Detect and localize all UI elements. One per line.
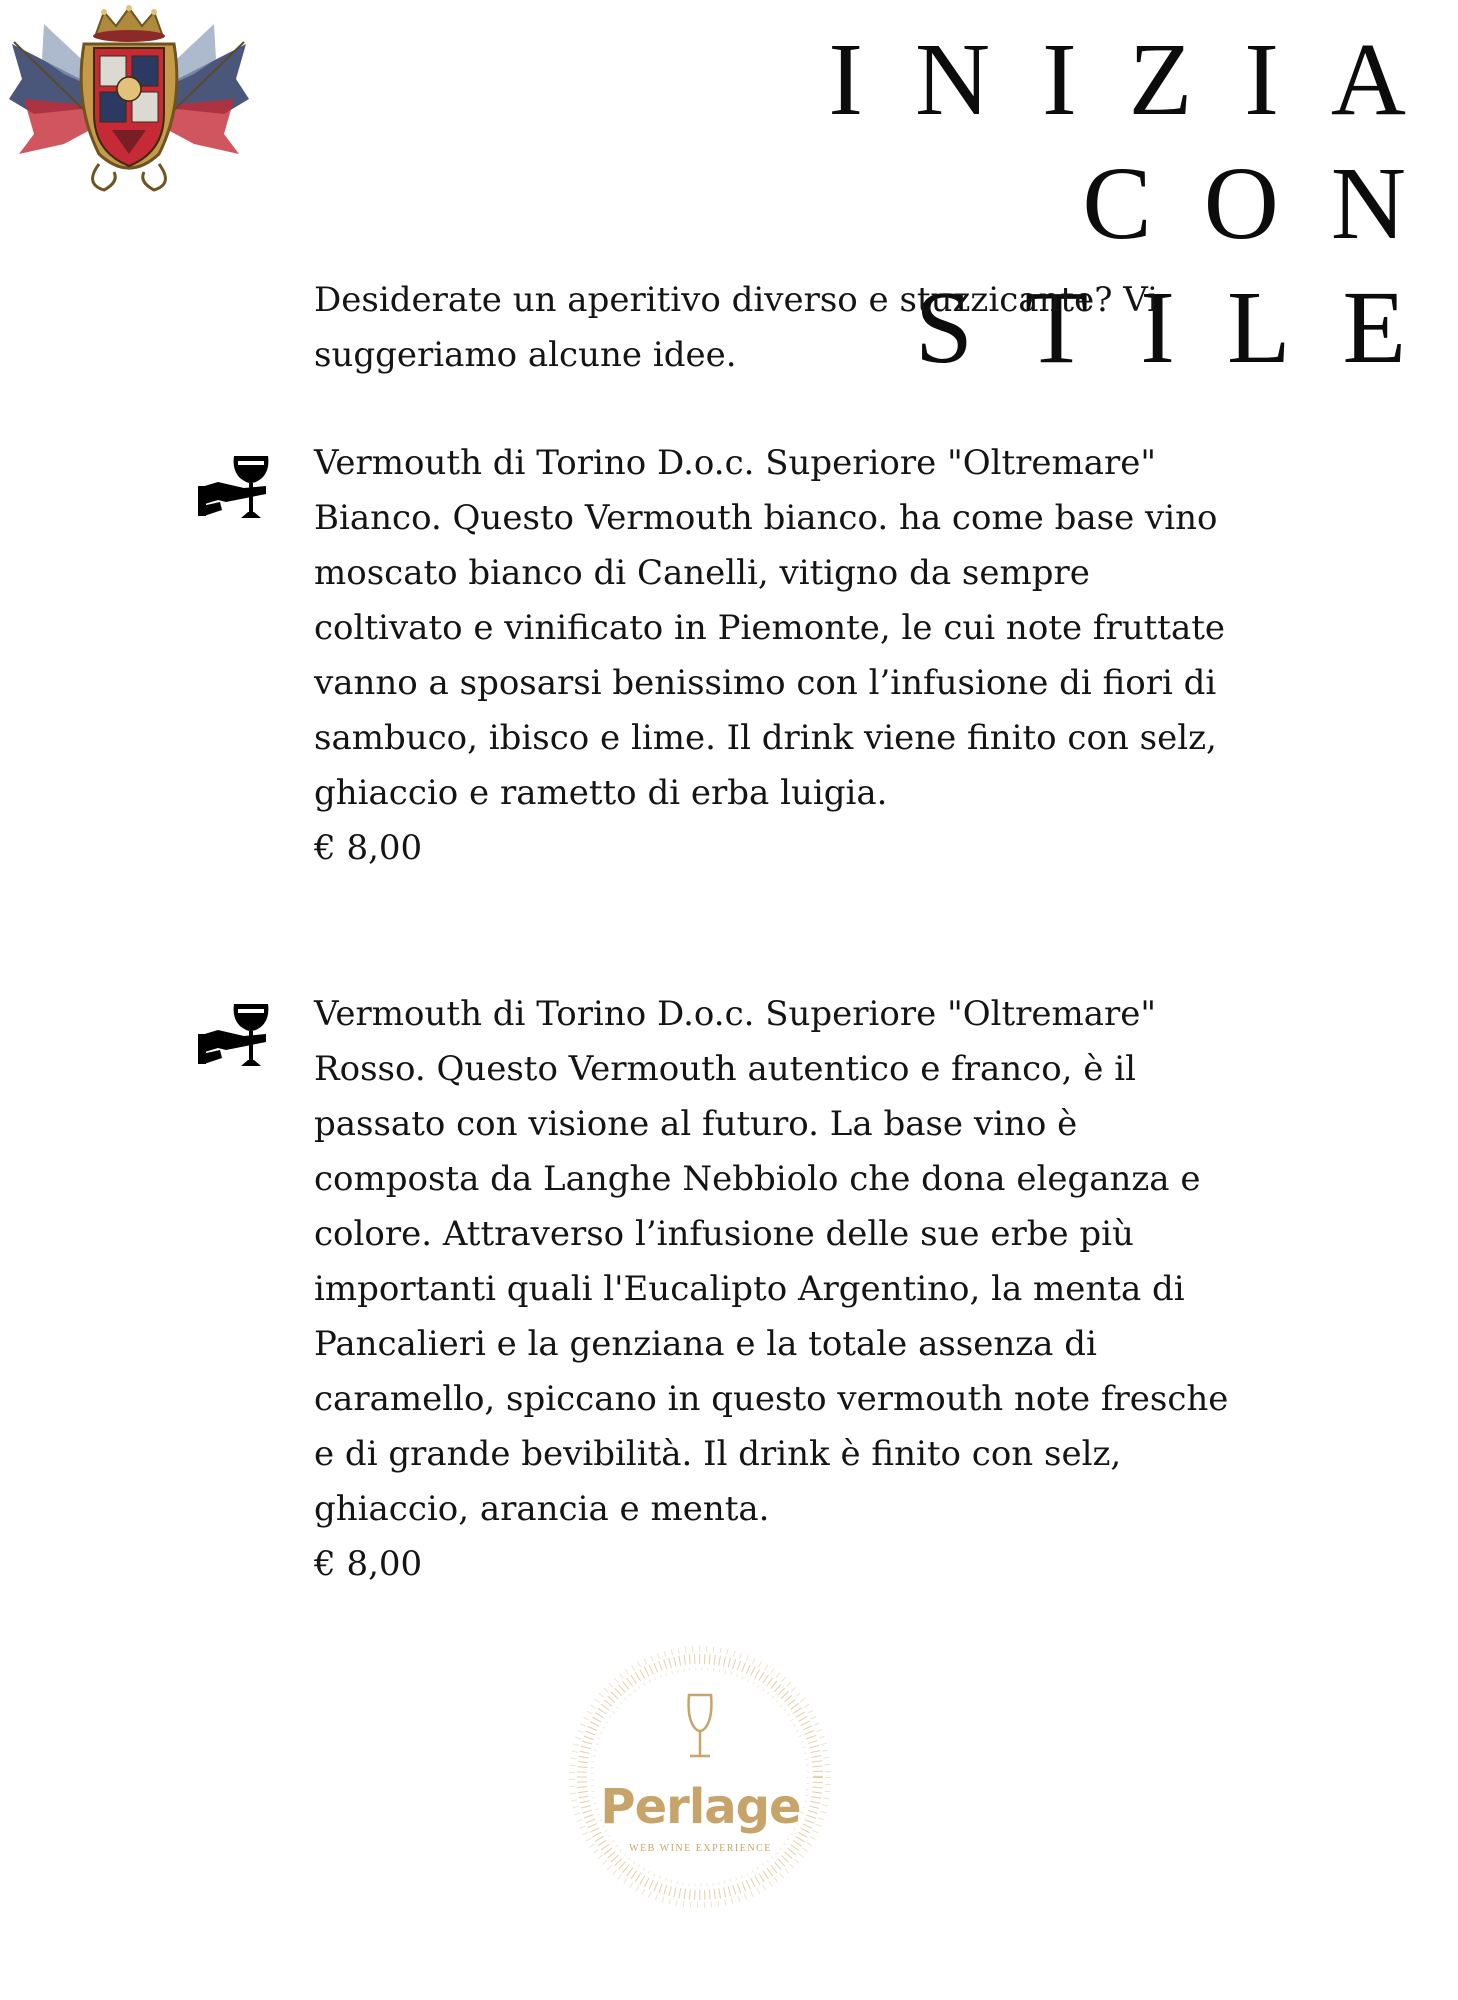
menu-item-price: € 8,00 xyxy=(314,828,423,868)
page-title-line-1: INIZIA CON xyxy=(828,22,1458,261)
menu-item-price: € 8,00 xyxy=(314,1544,423,1584)
badge-brand-text: Perlage xyxy=(600,1779,801,1835)
waiter-wine-glass-icon xyxy=(196,450,276,530)
intro-text: Desiderate un aperitivo diverso e stuzzicante? Vi suggeriamo alcune idee. xyxy=(314,280,1159,375)
menu-item-description: Vermouth di Torino D.o.c. Superiore "Oltremare" Rosso. Questo Vermouth autentico e franco, è il passato con visione al futuro. La base vino è composta da Langhe Nebbiolo che dona eleganza e colore. Attraverso l’infusione delle sue erbe più importanti quali l'Eucalipto Argentino, la menta di Pancalieri e la genziana e la totale assenza di caramello, spiccano in questo vermouth note fresche e di grande bevibilità. Il drink è finito con selz, ghiaccio, arancia e menta. xyxy=(314,994,1229,1529)
badge-tagline-text: WEB WINE EXPERIENCE xyxy=(629,1843,772,1854)
page-title-line-2: STILE xyxy=(914,270,1458,385)
perlage-logo-badge xyxy=(563,1645,838,1910)
menu-item-description: Vermouth di Torino D.o.c. Superiore "Oltremare" Bianco. Questo Vermouth bianco. ha come base vino moscato bianco di Canelli, vitigno da sempre coltivato e vinificato in Piemonte, le cui note fruttate vanno a sposarsi benissimo con l’infusione di fiori di sambuco, ibisco e lime. Il drink viene finito con selz, ghiaccio e rametto di erba luigia. xyxy=(314,443,1226,813)
badge-glitter-ring-icon xyxy=(563,1645,838,1910)
waiter-wine-glass-icon xyxy=(196,998,276,1078)
coat-of-arms-logo xyxy=(4,4,254,196)
menu-item-2 xyxy=(314,987,1234,1592)
menu-item-1 xyxy=(314,436,1234,876)
wine-glass-icon xyxy=(689,1695,712,1756)
